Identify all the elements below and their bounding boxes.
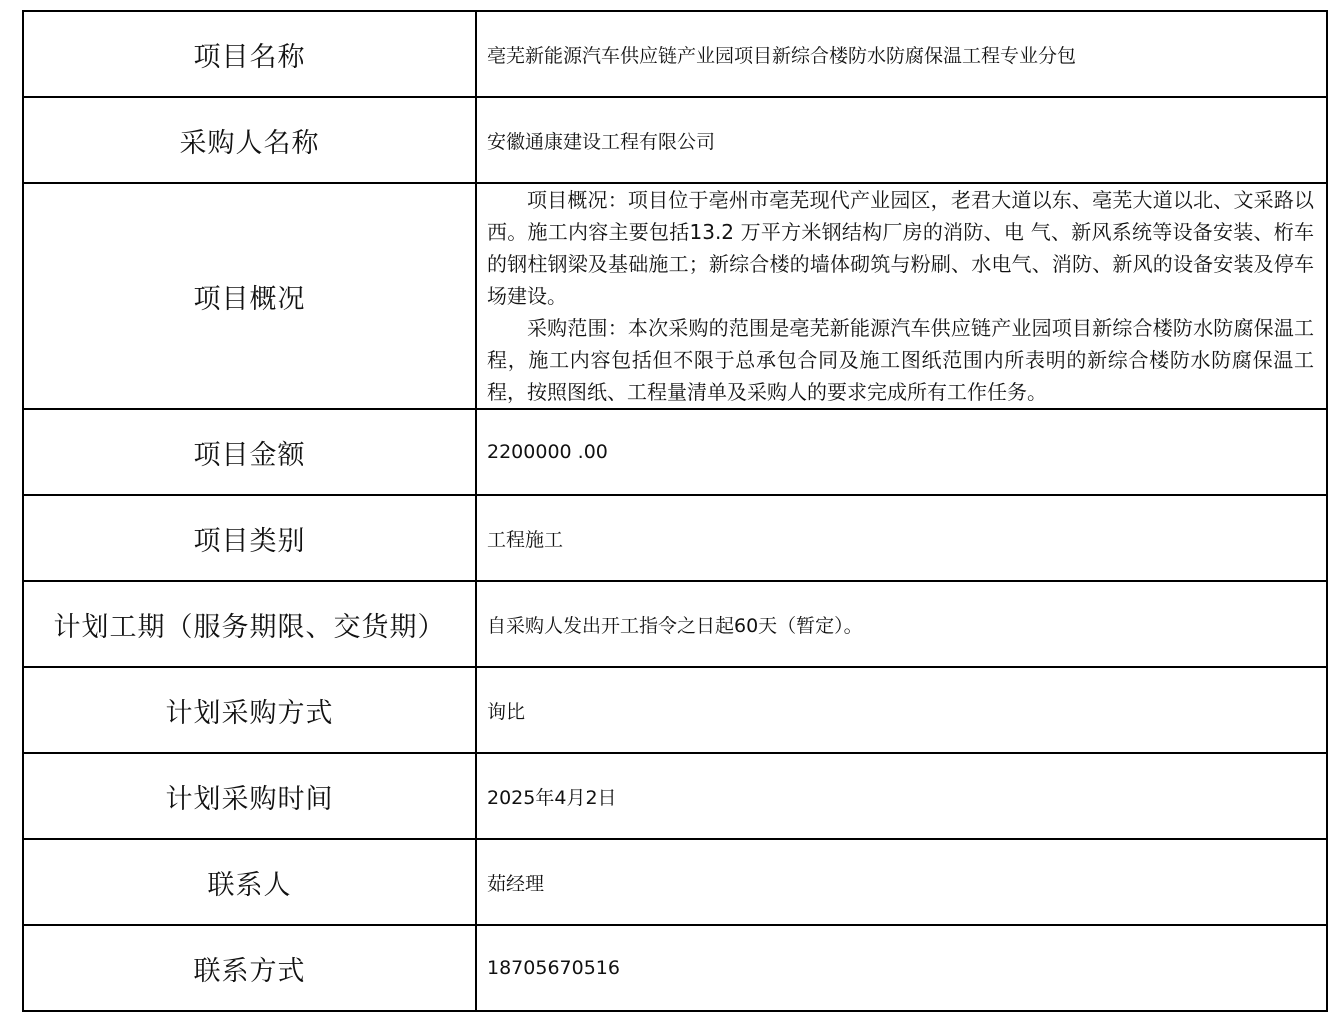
table-row-category (23, 495, 1327, 581)
table-row-overview (23, 183, 1327, 409)
project-name-label: 项目名称 (23, 11, 476, 97)
project-info-table (22, 10, 1328, 1012)
procurement-method-label: 计划采购方式 (23, 667, 476, 753)
project-overview-label: 项目概况 (23, 183, 476, 409)
contact-person-value: 茹经理 (476, 839, 1327, 925)
contact-person-label: 联系人 (23, 839, 476, 925)
project-category-value: 工程施工 (476, 495, 1327, 581)
project-amount-label: 项目金额 (23, 409, 476, 495)
procurement-method-value: 询比 (476, 667, 1327, 753)
project-overview-value (476, 183, 1327, 409)
purchaser-name-label: 采购人名称 (23, 97, 476, 183)
project-amount-value: 2200000 .00 (476, 409, 1327, 495)
table-row-contact-person (23, 839, 1327, 925)
planned-duration-value: 自采购人发出开工指令之日起60天（暂定）。 (476, 581, 1327, 667)
procurement-time-value: 2025年4月2日 (476, 753, 1327, 839)
table-row-time (23, 753, 1327, 839)
project-category-label: 项目类别 (23, 495, 476, 581)
table-row-project-name (23, 11, 1327, 97)
contact-phone-label: 联系方式 (23, 925, 476, 1011)
planned-duration-label: 计划工期（服务期限、交货期） (23, 581, 476, 667)
procurement-time-label: 计划采购时间 (23, 753, 476, 839)
purchaser-name-value: 安徽通康建设工程有限公司 (476, 97, 1327, 183)
procurement-scope-paragraph: 采购范围：本次采购的范围是亳芜新能源汽车供应链产业园项目新综合楼防水防腐保温工程，施工内容包括但不限于总承包合同及施工图纸范围内所表明的新综合楼防水防腐保温工程，按照图纸、工程量清单及采购人的要求完成所有工作任务。 (487, 316, 1314, 404)
table-row-method (23, 667, 1327, 753)
table-row-duration (23, 581, 1327, 667)
overview-paragraph: 项目概况：项目位于亳州市亳芜现代产业园区，老君大道以东、亳芜大道以北、文采路以西。施工内容主要包括13.2 万平方米钢结构厂房的消防、电 气、新风系统等设备安装、桁车的钢柱钢梁及基础施工；新综合楼的墙体砌筑与粉刷、水电气、消防、新风的设备安装及停车场建设。 (487, 188, 1314, 308)
table-row-amount (23, 409, 1327, 495)
table-row-contact-phone (23, 925, 1327, 1011)
project-name-value: 亳芜新能源汽车供应链产业园项目新综合楼防水防腐保温工程专业分包 (476, 11, 1327, 97)
contact-phone-value: 18705670516 (476, 925, 1327, 1011)
table-row-purchaser (23, 97, 1327, 183)
